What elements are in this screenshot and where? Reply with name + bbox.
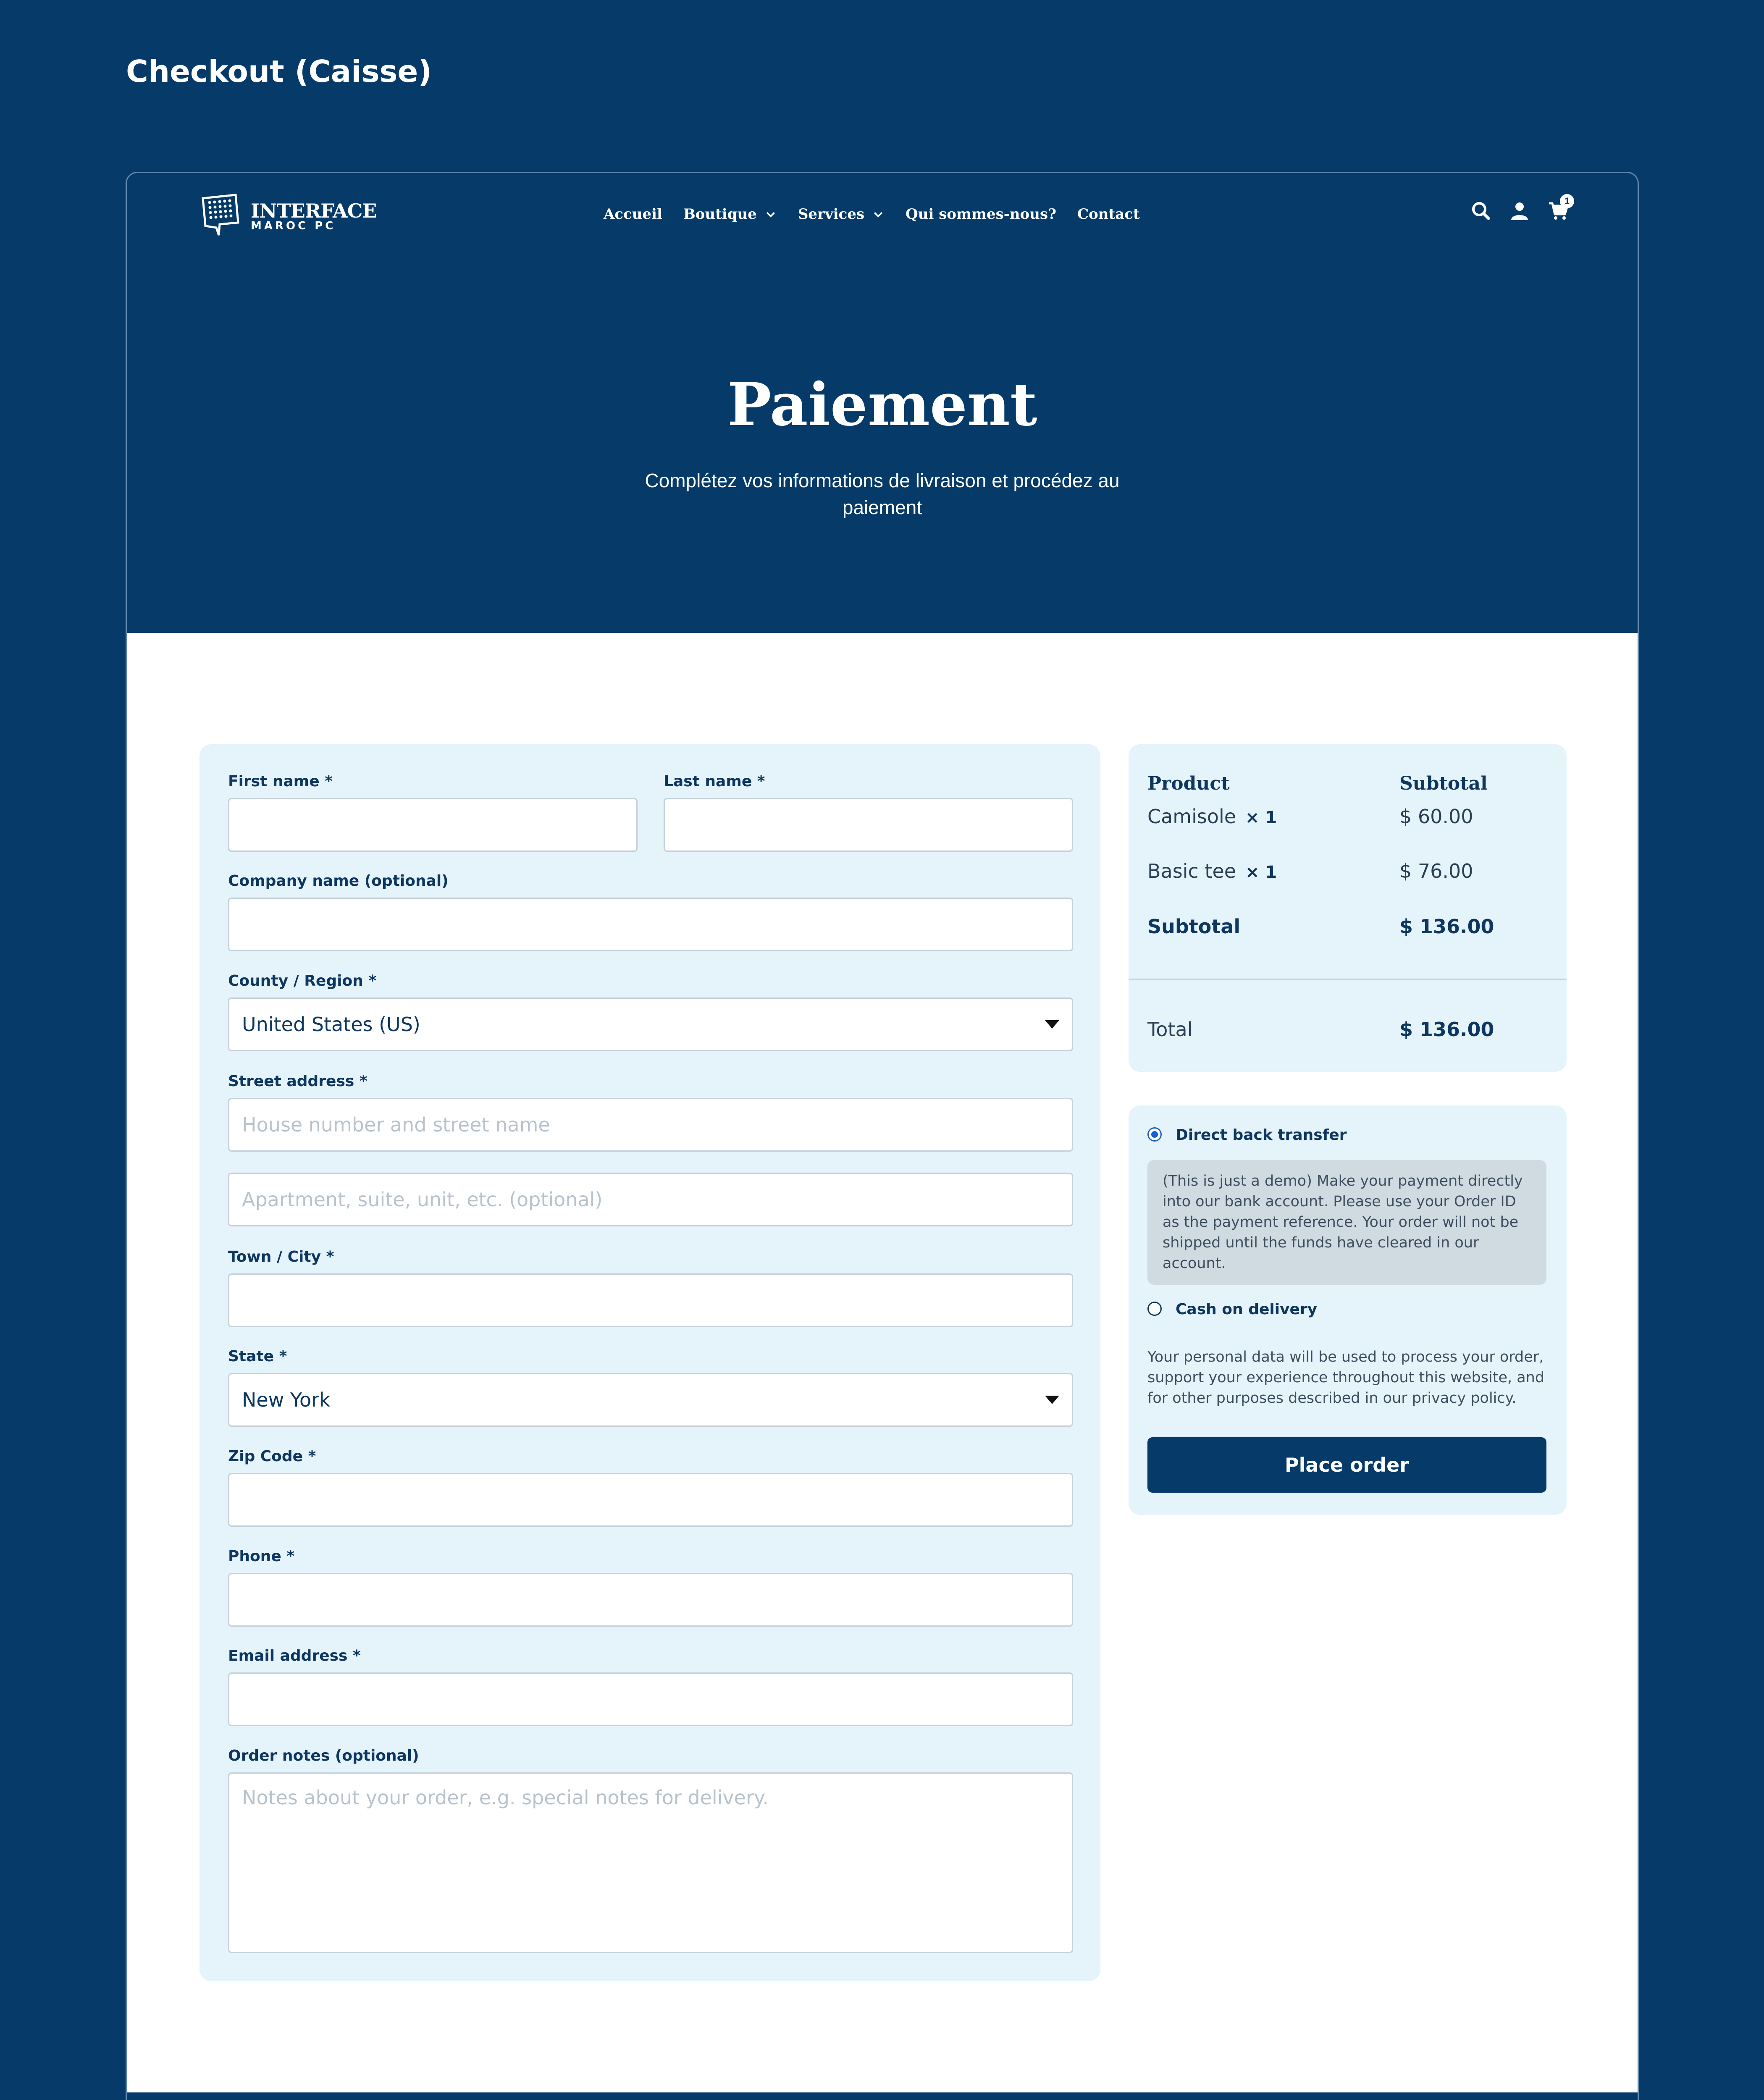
state-label: State *	[228, 1348, 287, 1365]
item-name: Camisole	[1147, 805, 1236, 828]
site-frame	[126, 172, 1639, 2100]
summary-item-price: $ 60.00	[1399, 805, 1473, 828]
search-icon[interactable]	[1471, 201, 1491, 221]
summary-item	[1147, 805, 1277, 828]
user-icon[interactable]	[1509, 201, 1530, 221]
zip-label: Zip Code *	[228, 1448, 316, 1465]
order-notes-textarea[interactable]: Notes about your order, e.g. special notes for delivery.	[228, 1772, 1073, 1953]
hero-title: Paiement	[727, 370, 1037, 439]
total-label: Total	[1147, 1018, 1193, 1041]
header-actions	[1471, 196, 1570, 221]
main-menu	[604, 206, 1140, 223]
cash-on-delivery-label[interactable]: Cash on delivery	[1176, 1301, 1318, 1318]
item-qty: × 1	[1245, 863, 1277, 882]
privacy-notice: Your personal data will be used to process your order, support your experience throughout this website, and for other purposes described in our privacy policy.	[1147, 1349, 1545, 1407]
order-summary	[1129, 744, 1567, 1072]
county-value: United States (US)	[242, 1013, 420, 1036]
dropdown-caret-icon	[1045, 1020, 1059, 1029]
brand-logo[interactable]	[200, 193, 376, 239]
nav-item-accueil[interactable]	[604, 206, 662, 223]
cart-count-badge: 1	[1560, 194, 1574, 208]
street-label: Street address *	[228, 1073, 368, 1090]
chevron-down-icon	[872, 208, 885, 220]
email-field[interactable]	[228, 1672, 1073, 1726]
city-label: Town / City *	[228, 1248, 334, 1265]
page-heading: Checkout (Caisse)	[126, 54, 432, 89]
company-label: Company name (optional)	[228, 872, 449, 890]
summary-col-product: Product	[1147, 773, 1230, 794]
nav-label: Services	[798, 206, 865, 223]
subtotal-value: $ 136.00	[1399, 915, 1494, 938]
company-field[interactable]	[228, 898, 1073, 951]
brand-line1: INTERFACE	[251, 200, 377, 222]
notes-label: Order notes (optional)	[228, 1747, 419, 1764]
nav-label: Contact	[1077, 206, 1140, 223]
state-value: New York	[242, 1389, 331, 1411]
item-qty: × 1	[1245, 808, 1277, 827]
first-name-label: First name *	[228, 773, 333, 790]
hero-subtitle: Complétez vos informations de livraison et procédez au paiement	[645, 470, 1120, 518]
bank-transfer-label[interactable]: Direct back transfer	[1176, 1126, 1347, 1144]
total-value: $ 136.00	[1399, 1018, 1494, 1041]
summary-divider	[1129, 979, 1567, 980]
street-address2-field[interactable]: Apartment, suite, unit, etc. (optional)	[228, 1173, 1073, 1226]
nav-item-services[interactable]	[798, 206, 885, 223]
bank-transfer-radio[interactable]	[1147, 1127, 1162, 1142]
item-name: Basic tee	[1147, 860, 1236, 882]
site-footer	[127, 2092, 1638, 2100]
state-select[interactable]	[228, 1373, 1073, 1427]
nav-item-boutique[interactable]	[683, 206, 777, 223]
street-address-field[interactable]: House number and street name	[228, 1098, 1073, 1152]
bank-transfer-description: (This is just a demo) Make your payment directly into our bank account. Please use your Order ID as the payment reference. Your order will not be shipped until the funds have cleared in our account.	[1147, 1160, 1546, 1285]
city-field[interactable]	[228, 1273, 1073, 1327]
payment-methods	[1129, 1105, 1567, 1515]
nav-label: Accueil	[604, 206, 662, 223]
summary-item-price: $ 76.00	[1399, 860, 1473, 882]
county-label: County / Region *	[228, 972, 377, 990]
place-order-button[interactable]: Place order	[1147, 1437, 1546, 1493]
last-name-label: Last name *	[664, 773, 765, 790]
phone-field[interactable]	[228, 1573, 1073, 1627]
logo-icon	[200, 193, 246, 239]
dropdown-caret-icon	[1045, 1396, 1059, 1404]
billing-form	[200, 744, 1100, 1981]
chevron-down-icon	[764, 208, 777, 220]
phone-label: Phone *	[228, 1548, 295, 1565]
nav-item-qui-sommes-nous[interactable]	[906, 206, 1056, 223]
checkout-main	[127, 633, 1638, 2092]
county-select[interactable]	[228, 998, 1073, 1051]
summary-col-subtotal: Subtotal	[1399, 773, 1488, 794]
zip-field[interactable]	[228, 1473, 1073, 1527]
email-label: Email address *	[228, 1647, 361, 1664]
summary-item	[1147, 860, 1277, 882]
cart-icon[interactable]	[1548, 196, 1570, 221]
cash-on-delivery-radio[interactable]	[1147, 1302, 1162, 1316]
first-name-field[interactable]	[228, 798, 638, 852]
subtotal-label: Subtotal	[1147, 915, 1241, 938]
nav-label: Qui sommes-nous?	[906, 206, 1057, 223]
nav-item-contact[interactable]	[1077, 206, 1140, 223]
last-name-field[interactable]	[664, 798, 1073, 852]
nav-label: Boutique	[683, 206, 757, 223]
brand-line2: MAROC PC	[251, 220, 336, 232]
site-header	[127, 173, 1638, 257]
